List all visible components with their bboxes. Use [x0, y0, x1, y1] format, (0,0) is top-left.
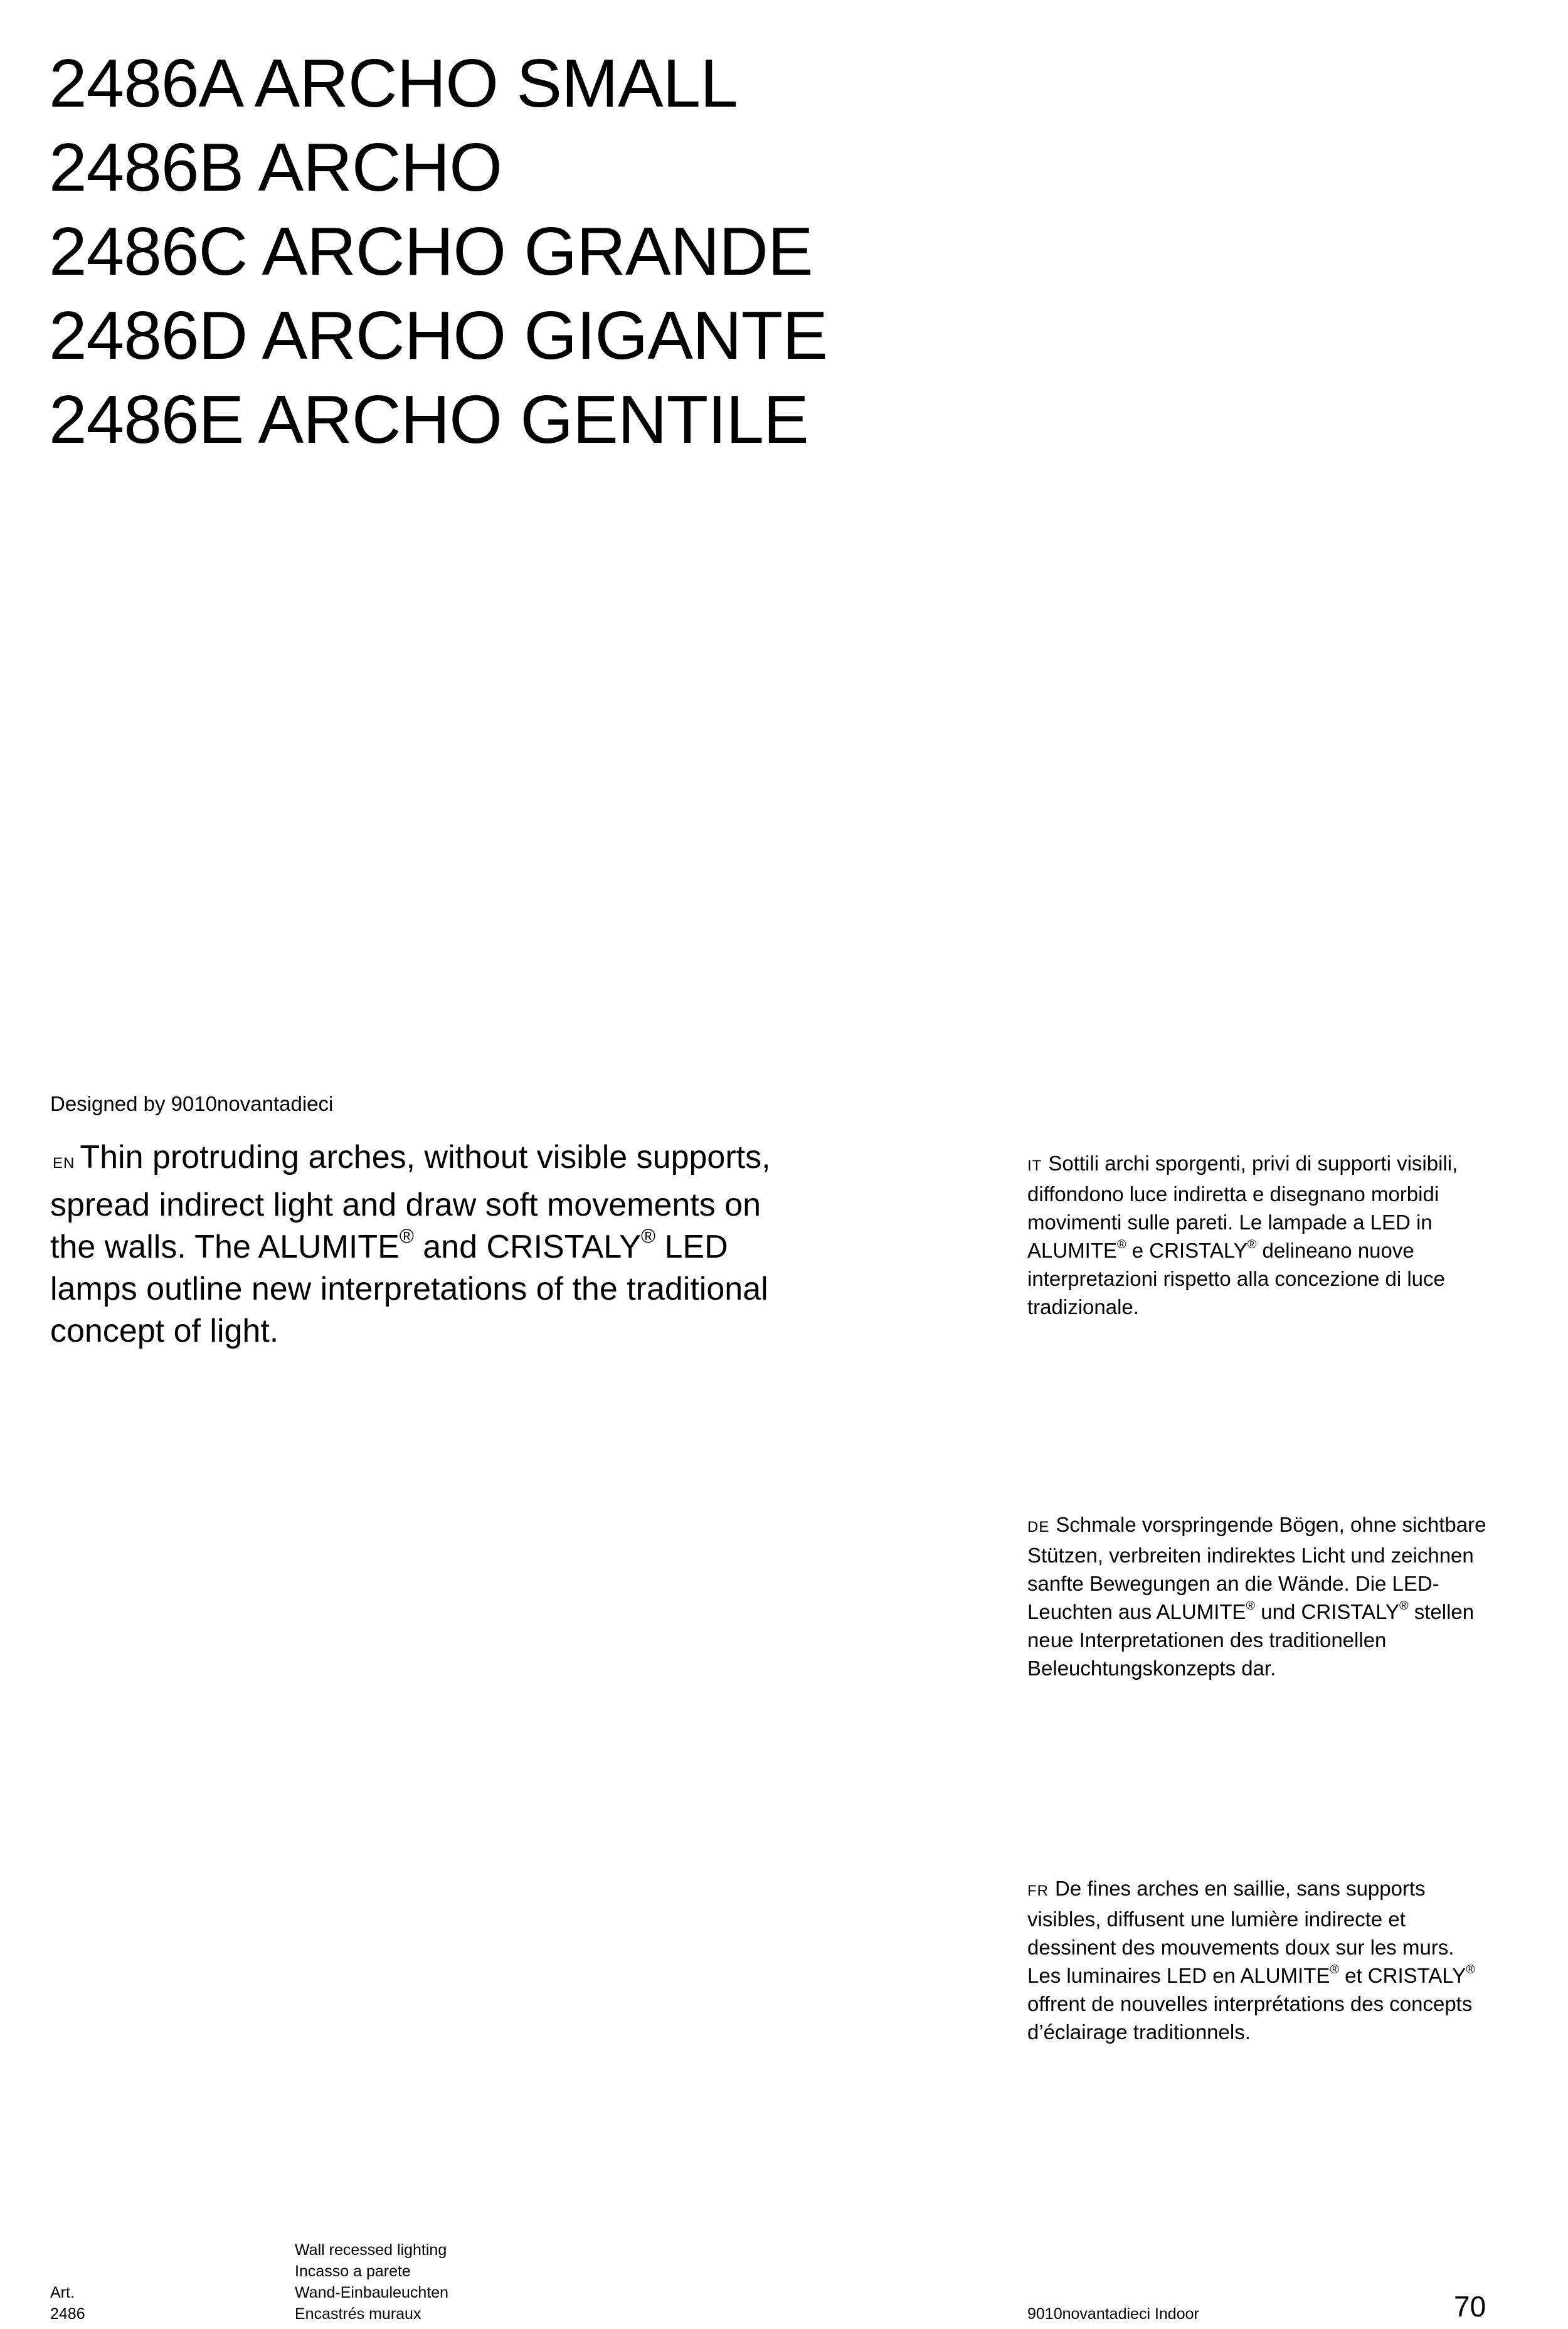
category-line: Wall recessed lighting	[295, 2241, 447, 2259]
designer-credit: Designed by 9010novantadieci	[50, 1092, 334, 1115]
description-en-part: Thin protruding arches, without visible supports, spread indirect light and draw soft movements on the walls. The ALUMITE	[50, 1139, 771, 1265]
registered-mark: ®	[1330, 1963, 1339, 1977]
description-it	[1027, 1149, 1491, 1321]
category-line: Incasso a parete	[295, 2263, 411, 2280]
description-de	[1027, 1510, 1491, 1682]
product-title: 2486E ARCHO GENTILE	[49, 381, 808, 458]
description-en-part: LED lamps outline new interpretations of the traditional concept of light.	[50, 1229, 768, 1349]
description-de-part: Schmale vorspringende Bögen, ohne sichtbare Stützen, verbreiten indirektes Licht und zeichnen sanfte Bewegungen an die Wände. Die LED-Leuchten aus ALUMITE	[1027, 1513, 1486, 1623]
category-line: Encastrés muraux	[295, 2305, 421, 2323]
language-code-de: DE	[1027, 1519, 1050, 1536]
description-en-part: and CRISTALY	[413, 1229, 642, 1265]
article-number: 2486	[50, 2305, 85, 2323]
description-de-part: stellen neue Interpretationen des traditionellen Beleuchtungskonzepts dar.	[1027, 1600, 1475, 1680]
description-en	[50, 1137, 790, 1352]
product-title: 2486B ARCHO	[49, 129, 502, 206]
registered-mark: ®	[1246, 1599, 1256, 1613]
registered-mark: ®	[1399, 1599, 1409, 1613]
category-block	[295, 2239, 448, 2325]
description-it-part: e CRISTALY	[1126, 1239, 1248, 1262]
product-title-list	[49, 41, 1052, 462]
brand-line: 9010novantadieci Indoor	[1027, 2305, 1199, 2323]
article-block	[50, 2282, 85, 2325]
product-title: 2486C ARCHO GRANDE	[49, 213, 813, 290]
category-line: Wand-Einbauleuchten	[295, 2284, 449, 2301]
registered-mark: ®	[399, 1225, 414, 1248]
registered-mark: ®	[641, 1225, 656, 1248]
registered-mark: ®	[1247, 1238, 1257, 1252]
product-title: 2486A ARCHO SMALL	[49, 45, 738, 122]
description-it-part: delineano nuove interpretazioni rispetto alla concezione di luce tradizionale.	[1027, 1239, 1445, 1318]
description-fr-part: De fines arches en saillie, sans supports visibles, diffusent une lumière indirecte et dessinent des mouvements doux sur les murs. Les luminaires LED en ALUMITE	[1027, 1877, 1454, 1987]
description-de-part: und CRISTALY	[1255, 1600, 1399, 1623]
product-title: 2486D ARCHO GIGANTE	[49, 297, 827, 374]
description-fr-part: et CRISTALY	[1338, 1964, 1466, 1987]
language-code-it: IT	[1027, 1157, 1042, 1174]
description-fr-part: offrent de nouvelles interprétations des concepts d’éclairage traditionnels.	[1027, 1992, 1473, 2044]
description-fr	[1027, 1874, 1491, 2046]
language-code-fr: FR	[1027, 1882, 1049, 1899]
article-label: Art.	[50, 2284, 75, 2301]
language-code-en: EN	[53, 1155, 75, 1172]
registered-mark: ®	[1466, 1963, 1475, 1977]
page-number: 70	[1454, 2290, 1486, 2323]
description-it-part: Sottili archi sporgenti, privi di supporti visibili, diffondono luce indiretta e disegnano morbidi movimenti sulle pareti. Le lampade a LED in ALUMITE	[1027, 1152, 1458, 1262]
registered-mark: ®	[1117, 1238, 1126, 1252]
